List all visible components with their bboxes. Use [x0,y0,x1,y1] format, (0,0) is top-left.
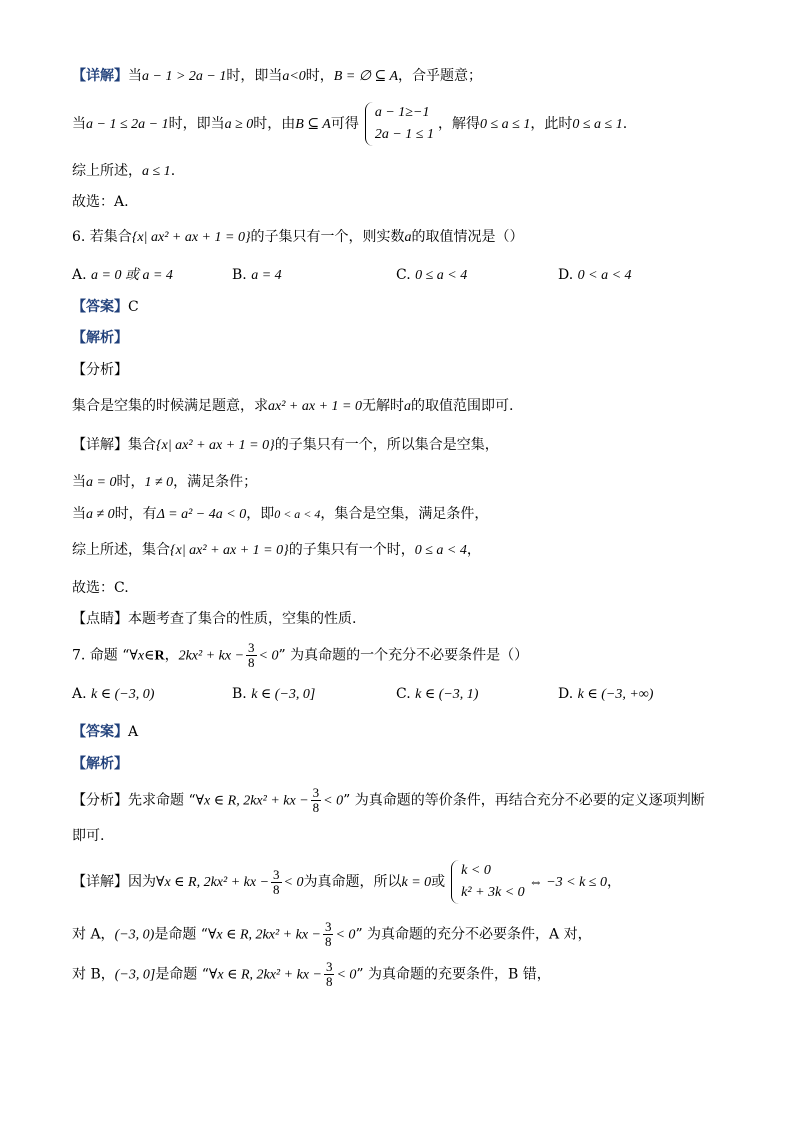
analysis-tag: 【解析】 [72,330,128,346]
remark-line [72,609,734,629]
option-label: C. [396,686,411,702]
text: 时，有 [114,506,157,522]
math: a ≠ 0 [86,507,115,522]
math: 0 ≤ a ≤ 1 [480,117,531,132]
text: 对 A， [72,926,115,943]
text: 当 [72,116,86,132]
math: ∀x ∈ R, 2kx² + kx − [156,875,270,890]
system-row: k² + 3k < 0 [461,885,525,900]
answer-value: A [128,724,139,740]
answer-tag: 【答案】 [72,724,128,740]
option-label: A. [72,686,87,702]
text: 可得 [330,116,359,132]
option-text: k ∈ (−3, 1) [415,687,479,702]
summary-line [72,161,734,182]
numerator: 3 [312,785,320,800]
math: 0 ≤ a < 4 [414,543,467,558]
math: < 0 [335,927,356,943]
math: ∀x∈ [129,648,155,664]
text: 时，即当 [168,116,225,132]
text: 当 [72,506,86,522]
remark-tag: 【点睛】 [72,611,128,627]
text: 集合 [128,437,156,453]
system-row: a − 1≥−1 [374,105,430,120]
text: ，合乎题意； [398,68,483,84]
option-text: k ∈ (−3, 0) [91,687,155,702]
text: 是命题 “ [155,966,209,983]
math: a [404,230,412,245]
detail-line-2 [72,472,734,493]
detail-line-b [72,960,734,990]
text: ， [164,647,179,664]
math: (−3, 0] [114,967,156,983]
text: 无解时 [361,398,404,414]
text: ” 为真命题的充要条件，B 错， [356,966,551,983]
text: 时， [116,474,145,490]
choice-line: 故选：A. [72,194,129,210]
text: 集合是空集的时候满足题意，求 [72,398,268,414]
option-label: D. [558,267,574,283]
fenxi-text [72,786,734,816]
text: ，解得 [438,116,480,132]
denominator: 8 [248,655,255,670]
text: 时，由 [253,116,296,132]
option-c [396,684,478,705]
text: 的子集只有一个，则实数 [250,229,405,245]
option-text: 0 ≤ a < 4 [415,268,468,283]
text: 的取值情况是（） [411,229,524,245]
option-text: a = 0 或 a = 4 [91,268,173,283]
math: k = 0 [401,875,432,890]
text: 当 [128,68,142,84]
math: a ≥ 0 [224,117,254,132]
detail-line-1 [72,435,734,456]
question-number: 7. 命题 “ [72,647,130,664]
denominator: 8 [325,974,333,989]
math-set: {x| ax² + ax + 1 = 0} [156,438,275,453]
math: 0 < a < 4 [274,507,321,521]
text: ， [466,542,481,558]
fraction [246,641,257,670]
text: . [170,163,176,179]
text: 的取值范围即可. [410,398,514,414]
text: 先求命题 “ [128,792,196,809]
question-7-options [72,684,734,706]
text: . [622,116,628,132]
math: (−3, 0) [114,927,155,943]
question-6-options [72,265,734,285]
fenxi-text [72,396,734,417]
math: a − 1 ≤ 2a − 1 [86,117,169,132]
option-label: C. [396,267,411,283]
math: ∀x ∈ R, 2kx² + kx − [195,793,309,809]
fraction [324,960,335,989]
option-b [232,684,315,705]
text: 因为 [128,874,156,890]
text: 时， [305,68,334,84]
detail-line-a [72,920,734,950]
math: R [154,648,165,664]
detail-tag: 【详解】 [72,68,128,84]
fraction [271,868,282,897]
text: ” 为真命题的等价条件，再结合充分不必要的定义逐项判断 [343,792,705,809]
detail-paragraph-1 [72,66,734,87]
text: 综上所述，集合 [72,542,170,558]
option-text: a = 4 [251,268,282,283]
text: 本题考查了集合的性质，空集的性质. [128,611,357,627]
denominator: 8 [273,881,280,897]
math: Δ = a² − 4a < 0 [156,507,247,522]
math: ∀x ∈ R, 2kx² + kx − [208,967,322,983]
math-set: {x| ax² + ax + 1 = 0} [170,543,289,558]
option-c [396,265,467,286]
text: ，集合是空集，满足条件， [320,506,489,522]
math: B ⊆ A [295,117,331,132]
fraction [323,920,334,949]
math: 1 ≠ 0 [144,475,174,490]
text: 的子集只有一个，所以集合是空集， [274,437,499,453]
math: a − 1 > 2a − 1 [142,69,227,84]
text: 综上所述， [72,163,142,179]
option-label: A. [72,267,87,283]
math: < 0 [323,793,344,809]
fenxi-text-cont: 即可. [72,828,105,844]
math: B = ∅ ⊆ A [333,69,399,84]
question-number: 6. 若集合 [72,229,132,245]
text: ，即 [246,506,275,522]
answer-line [72,297,734,317]
math: < 0 [336,967,357,983]
answer-tag: 【答案】 [72,299,128,315]
numerator: 3 [325,959,333,974]
text: ，满足条件； [173,474,258,490]
fraction [311,786,322,815]
fenxi-heading [72,360,734,380]
math: ax² + ax + 1 = 0 [268,399,362,414]
text: 的子集只有一个时， [288,542,415,558]
numerator: 3 [324,919,332,934]
option-d [558,265,632,286]
option-text: k ∈ (−3, +∞) [577,687,654,702]
option-a [72,265,173,286]
text: ” 为真命题的充分不必要条件，A 对， [355,926,592,943]
math: < 0 [283,875,304,890]
math: < 0 [258,648,279,664]
math-set: {x| ax² + ax + 1 = 0} [131,230,251,245]
text: 当 [72,474,86,490]
text: ， [606,874,621,890]
math: a [403,399,411,414]
detail-line-3 [72,504,734,525]
math: 2kx² + kx − [178,648,245,664]
option-text: 0 < a < 4 [577,268,632,283]
option-label: B. [232,267,247,283]
fenxi-tag: 【分析】 [72,362,128,378]
system-row: k < 0 [461,863,491,878]
equation-system [449,860,525,904]
option-a [72,684,154,705]
math: ∀x ∈ R, 2kx² + kx − [207,927,321,943]
answer-value: C [128,299,139,315]
text: 对 B， [72,966,115,983]
numerator: 3 [248,640,255,655]
math: 0 ≤ a ≤ 1 [572,117,623,132]
denominator: 8 [324,934,332,949]
option-label: B. [232,686,247,702]
detail-paragraph-2 [72,102,734,147]
system-row: 2a − 1 ≤ 1 [374,127,434,142]
fenxi-tag: 【分析】 [72,792,128,809]
numerator: 3 [273,866,280,882]
choice-line: 故选：C. [72,580,129,596]
question-6-stem [72,227,734,248]
math: a<0 [282,69,306,84]
option-b [232,265,282,286]
analysis-heading [72,328,734,348]
math: ⇔ −3 < k ≤ 0 [528,875,607,890]
option-text: k ∈ (−3, 0] [251,687,316,702]
analysis-heading [72,754,734,774]
math: a = 0 [86,475,117,490]
text: 为真命题，所以 [303,874,402,890]
option-label: D. [558,686,574,702]
answer-line [72,722,734,742]
detail-tag: 【详解】 [72,874,128,890]
math: a ≤ 1 [142,164,171,179]
text: 是命题 “ [154,926,208,943]
denominator: 8 [312,800,320,815]
question-7-stem [72,641,734,671]
detail-line-4 [72,540,734,561]
detail-tag: 【详解】 [72,437,128,453]
option-d [558,684,653,705]
detail-line-1 [72,858,734,907]
text: 时，即当 [226,68,283,84]
text: 或 [431,874,446,890]
analysis-tag: 【解析】 [72,756,128,772]
text: ，此时 [530,116,573,132]
text: ” 为真命题的一个充分不必要条件是（） [278,647,529,664]
equation-system [363,102,434,146]
